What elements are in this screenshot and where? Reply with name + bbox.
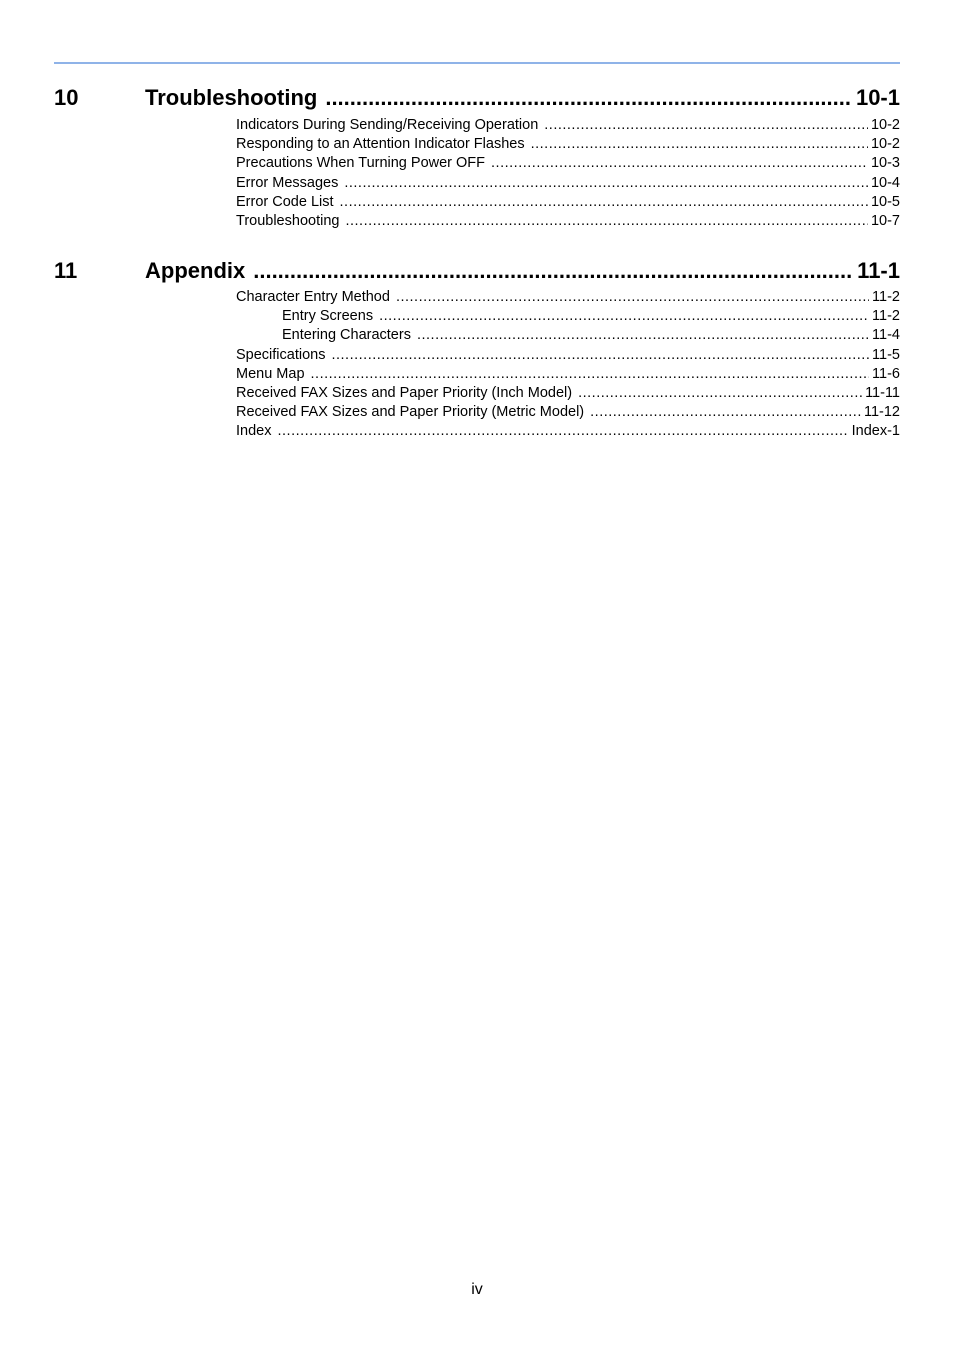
entry-page: 10-5 <box>870 193 900 210</box>
dot-leader <box>325 83 852 113</box>
toc-entry[interactable] <box>236 346 900 365</box>
chapter-11 <box>54 256 900 442</box>
dot-leader <box>311 365 870 384</box>
chapter-title: Troubleshooting <box>145 85 318 110</box>
entry-title: Responding to an Attention Indicator Flashes <box>236 136 525 153</box>
entry-page: 11-2 <box>872 308 900 325</box>
entry-page: 11-6 <box>872 365 900 382</box>
page-number: iv <box>471 1281 483 1298</box>
dot-leader <box>491 154 868 173</box>
dot-leader <box>590 403 861 422</box>
toc-entry[interactable] <box>236 212 900 231</box>
chapter-number: 10 <box>54 85 79 110</box>
dot-leader <box>253 256 853 286</box>
chapter-number: 11 <box>54 258 78 283</box>
entry-title: Index <box>236 423 272 440</box>
entry-title: Error Code List <box>236 193 334 210</box>
entry-title: Precautions When Turning Power OFF <box>236 155 486 172</box>
toc-subentry[interactable] <box>282 307 900 326</box>
entry-title: Entry Screens <box>282 308 374 325</box>
dot-leader <box>345 212 868 231</box>
entry-title: Specifications <box>236 346 326 363</box>
toc-entry[interactable] <box>236 288 900 307</box>
dot-leader <box>379 307 869 326</box>
chapter-page: 11-1 <box>857 258 900 283</box>
toc-subentry[interactable] <box>282 326 900 345</box>
entry-page: 10-2 <box>870 136 900 153</box>
dot-leader <box>531 135 868 154</box>
toc-entry[interactable] <box>236 193 900 212</box>
entry-page: 11-4 <box>872 327 900 344</box>
toc-entry[interactable] <box>236 403 900 422</box>
entry-title: Entering Characters <box>282 327 411 344</box>
entry-title: Error Messages <box>236 174 339 191</box>
dot-leader <box>578 384 862 403</box>
entry-page: 11-11 <box>865 384 900 401</box>
entry-page: 10-3 <box>870 155 900 172</box>
entry-title: Received FAX Sizes and Paper Priority (Metric Model) <box>236 404 585 421</box>
dot-leader <box>544 116 868 135</box>
toc-entry[interactable] <box>236 384 900 403</box>
entry-page: 10-2 <box>870 117 900 133</box>
chapter-10 <box>54 83 900 231</box>
toc-entry[interactable] <box>236 422 900 441</box>
top-rule <box>54 62 900 64</box>
entry-page: 11-5 <box>872 346 900 363</box>
chapter-title: Appendix <box>145 258 246 283</box>
entry-title: Menu Map <box>236 365 305 382</box>
dot-leader <box>277 422 848 441</box>
toc-entry[interactable] <box>236 174 900 193</box>
dot-leader <box>417 326 869 345</box>
entry-title: Received FAX Sizes and Paper Priority (Inch Model) <box>236 384 573 401</box>
dot-leader <box>396 288 869 307</box>
toc-entry[interactable] <box>236 154 900 173</box>
entry-title: Character Entry Method <box>236 289 390 305</box>
entry-page: 10-7 <box>870 212 900 229</box>
entry-title: Indicators During Sending/Receiving Operation <box>236 117 539 133</box>
toc-entry[interactable] <box>236 365 900 384</box>
dot-leader <box>331 346 869 365</box>
dot-leader <box>344 174 868 193</box>
chapter-heading[interactable] <box>54 83 900 113</box>
chapter-page: 10-1 <box>855 85 900 110</box>
dot-leader <box>340 193 868 212</box>
toc-entry[interactable] <box>236 135 900 154</box>
entry-page: Index-1 <box>851 423 900 440</box>
toc-entry[interactable] <box>236 116 900 135</box>
entry-title: Troubleshooting <box>236 212 340 229</box>
entry-page: 11-12 <box>863 404 900 421</box>
chapter-heading[interactable] <box>54 256 900 286</box>
entry-page: 10-4 <box>870 174 900 191</box>
entry-page: 11-2 <box>872 289 900 305</box>
